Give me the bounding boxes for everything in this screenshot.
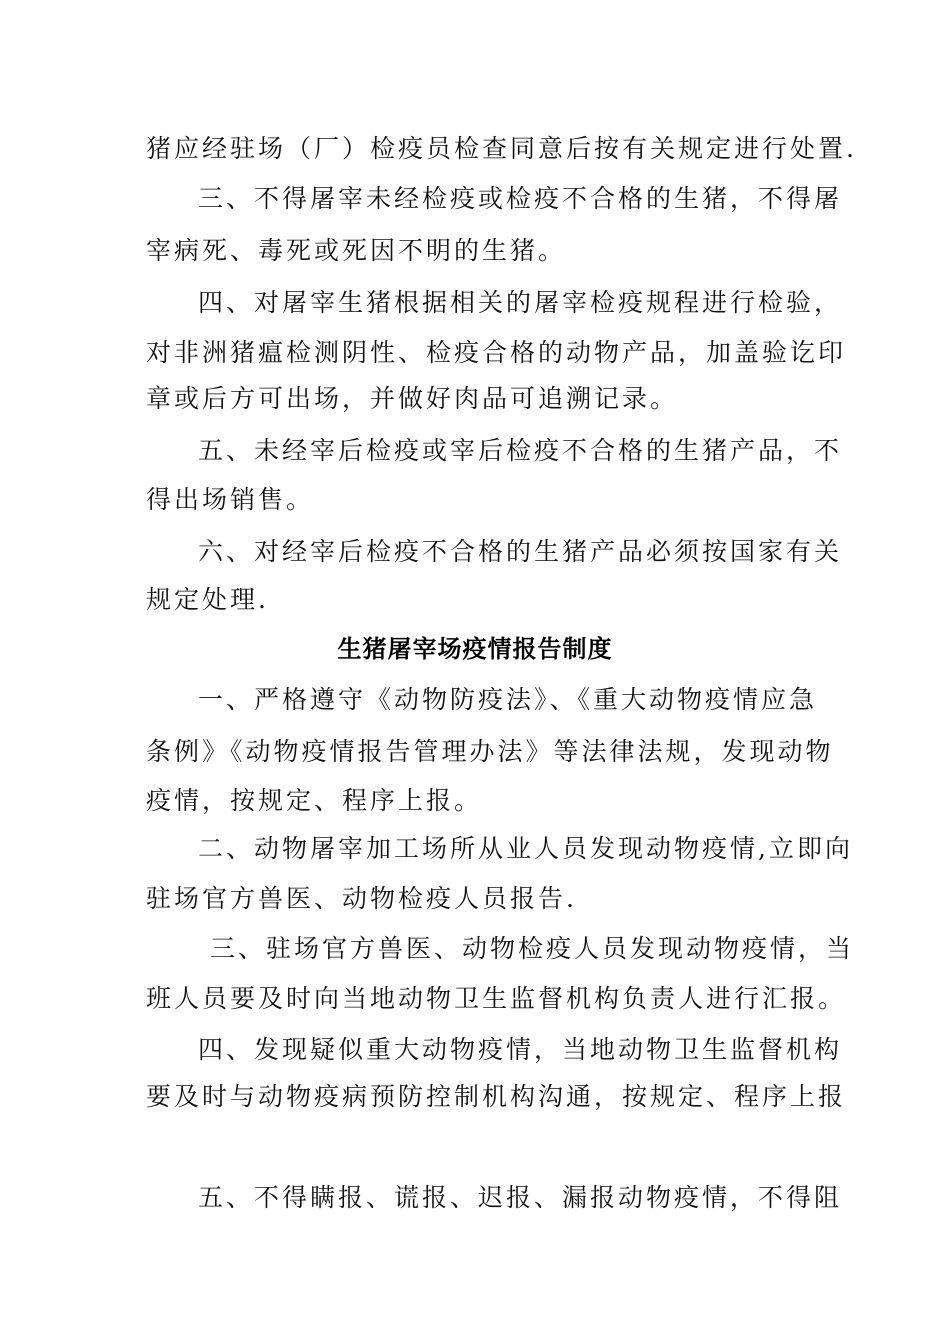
section-title: 生猪屠宰场疫情报告制度 [337,635,613,663]
paragraph-line: 驻场官方兽医、动物检疫人员报告. [146,884,577,913]
paragraph-line: 猪应经驻场（厂）检疫员检查同意后按有关规定进行处置. [146,134,857,163]
paragraph-line: 六、对经宰后检疫不合格的生猪产品必须按国家有关 [198,537,843,566]
paragraph-line: 二、动物屠宰加工场所从业人员发现动物疫情,立即向 [198,834,853,863]
paragraph-line: 规定处理. [146,585,269,614]
paragraph-line: 五、不得瞒报、谎报、迟报、漏报动物疫情，不得阻 [198,1183,843,1212]
paragraph-line: 章或后方可出场，并做好肉品可追溯记录。 [146,384,679,413]
paragraph-line: 五、未经宰后检疫或宰后检疫不合格的生猪产品，不 [198,436,843,465]
paragraph-line: 宰病死、毒死或死因不明的生猪。 [146,236,567,265]
paragraph-line: 四、发现疑似重大动物疫情，当地动物卫生监督机构 [198,1035,843,1064]
paragraph-line: 三、驻场官方兽医、动物检疫人员发现动物疫情，当 [210,934,855,963]
paragraph-line: 三、不得屠宰未经检疫或检疫不合格的生猪，不得屠 [198,184,843,213]
paragraph-line: 对非洲猪瘟检测阴性、检疫合格的动物产品，加盖验讫印 [146,338,847,367]
paragraph-line: 条例》《动物疫情报告管理办法》等法律法规，发现动物 [146,737,834,766]
paragraph-line: 疫情，按规定、程序上报。 [146,786,483,815]
paragraph-line: 得出场销售。 [146,485,315,514]
paragraph-line: 四、对屠宰生猪根据相关的屠宰检疫规程进行检验， [198,288,843,317]
paragraph-line: 班人员要及时向当地动物卫生监督机构负责人进行汇报。 [146,984,847,1013]
paragraph-line: 要及时与动物疫病预防控制机构沟通，按规定、程序上报 [146,1082,847,1111]
paragraph-line: 一、严格遵守《动物防疫法》、《重大动物疫情应急 [198,685,818,714]
